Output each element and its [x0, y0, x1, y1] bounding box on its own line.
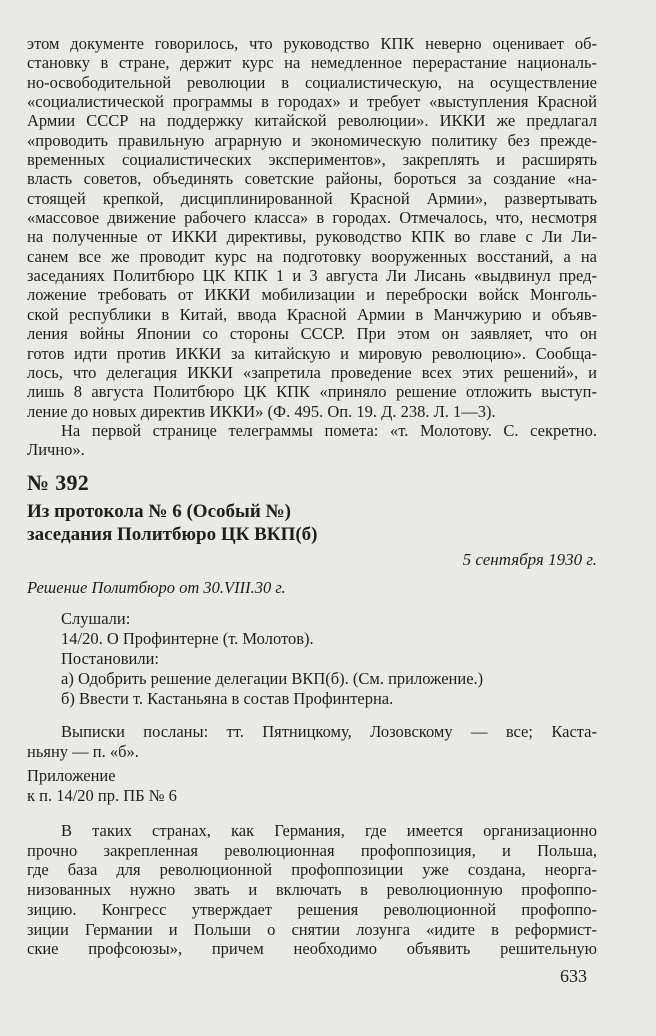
- text-line: Выписки посланы: тт. Пятницкому, Лозовскому — все; Каста-: [61, 722, 597, 741]
- text-line: ложение требовать от ИККИ мобилизации и переброски войск Монголь-: [27, 285, 597, 305]
- document-date: 5 сентября 1930 г.: [462, 550, 597, 569]
- text-line: ской республики в Китай, ввода Красной Армии в Манчжурию и объяв-: [27, 304, 597, 324]
- appendix-heading-line: к п. 14/20 пр. ПБ № 6: [27, 786, 177, 805]
- text-line: стоящей крепкой, дисциплинированной Красной Армии», развертывать: [27, 188, 597, 208]
- text-line: Лично».: [27, 440, 85, 460]
- document-number: № 392: [27, 470, 90, 495]
- title-line: заседания Политбюро ЦК ВКП(б): [27, 524, 318, 545]
- text-line: становку в стране, держит курс на немедленное перерастание националь-: [27, 53, 597, 73]
- title-line: Из протокола № 6 (Особый №): [27, 501, 291, 522]
- text-line: низованных нужно звать и включать в революционную профоппо-: [27, 880, 597, 900]
- heard-label: Слушали:: [61, 609, 131, 628]
- text-line: этом документе говорилось, что руководство КПК неверно оценивает об-: [27, 34, 597, 53]
- text-line: прочно закрепленная революционная профоппозиция, и Польша,: [27, 840, 597, 860]
- protocol-section: [61, 609, 601, 709]
- appendix-heading: [27, 766, 597, 806]
- text-line: зиции Германии и Польши о снятии лозунга «идите в реформист-: [27, 919, 597, 939]
- text-line: но-освободительной революции в социалистическую, на осуществление: [27, 72, 597, 92]
- appendix-heading-line: Приложение: [27, 766, 116, 785]
- text-line: В таких странах, как Германия, где имеется организационно: [61, 821, 597, 840]
- text-line: временных социалистических экспериментов», закреплять и расширять: [27, 150, 597, 170]
- heard-item: 14/20. О Профинтерне (т. Молотов).: [61, 629, 314, 648]
- document-title: [27, 500, 597, 546]
- text-line: ление до новых директив ИККИ» (Ф. 495. Оп. 19. Д. 238. Л. 1—3).: [27, 401, 496, 421]
- extracts-sent: [27, 722, 597, 762]
- text-line: Армии СССР на поддержку китайской революции». ИККИ же предлагал: [27, 111, 597, 131]
- text-line: лишь 8 августа Политбюро ЦК КПК «приняло решение отложить выступ-: [27, 382, 597, 402]
- text-line: на полученные от ИККИ директивы, руководство КПК во главе с Ли Ли-: [27, 227, 597, 247]
- resolved-label: Постановили:: [61, 649, 159, 668]
- opening-paragraph: [27, 34, 597, 421]
- text-line: На первой странице телеграммы помета: «т. Молотову. С. секретно.: [61, 421, 597, 440]
- text-line: где база для революционной профоппозиции уже создана, неорга-: [27, 860, 597, 880]
- text-line: ньяну — п. «б».: [27, 742, 139, 761]
- text-line: готов идти против ИККИ за китайскую и мировую революцию». Сообща-: [27, 343, 597, 363]
- text-line: ские профсоюзы», причем необходимо объявить решительную: [27, 939, 597, 959]
- text-line: «социалистической программы в городах» и требует «выступления Красной: [27, 92, 597, 112]
- text-line: зицию. Конгресс утверждает решения революционной профоппо-: [27, 899, 597, 919]
- text-line: «проводить правильную аграрную и экономическую политику без прежде-: [27, 130, 597, 150]
- text-line: ления войны Японии со стороны СССР. При этом он заявляет, что он: [27, 324, 597, 344]
- text-line: санем все же проводит курс на подготовку вооруженных восстаний, а на: [27, 246, 597, 266]
- text-line: лось, что делегация ИККИ «запретила проведение всех этих решений», и: [27, 362, 597, 382]
- page-number: 633: [560, 966, 587, 986]
- text-line: «массовое движение рабочего класса» в городах. Отмечалось, что, несмотря: [27, 208, 597, 228]
- text-line: заседаниях Политбюро ЦК КПК 1 и 3 августа Ли Лисань «выдвинул пред-: [27, 266, 597, 286]
- resolution-a: а) Одобрить решение делегации ВКП(б). (См. приложение.): [61, 669, 484, 688]
- text-line: власть советов, объединять советские районы, бороться за создание «на-: [27, 169, 597, 189]
- decision-note: Решение Политбюро от 30.VIII.30 г.: [27, 578, 286, 597]
- resolution-b: б) Ввести т. Кастаньяна в состав Профинтерна.: [61, 689, 394, 708]
- appendix-body: [27, 821, 597, 959]
- telegram-note: [27, 421, 597, 460]
